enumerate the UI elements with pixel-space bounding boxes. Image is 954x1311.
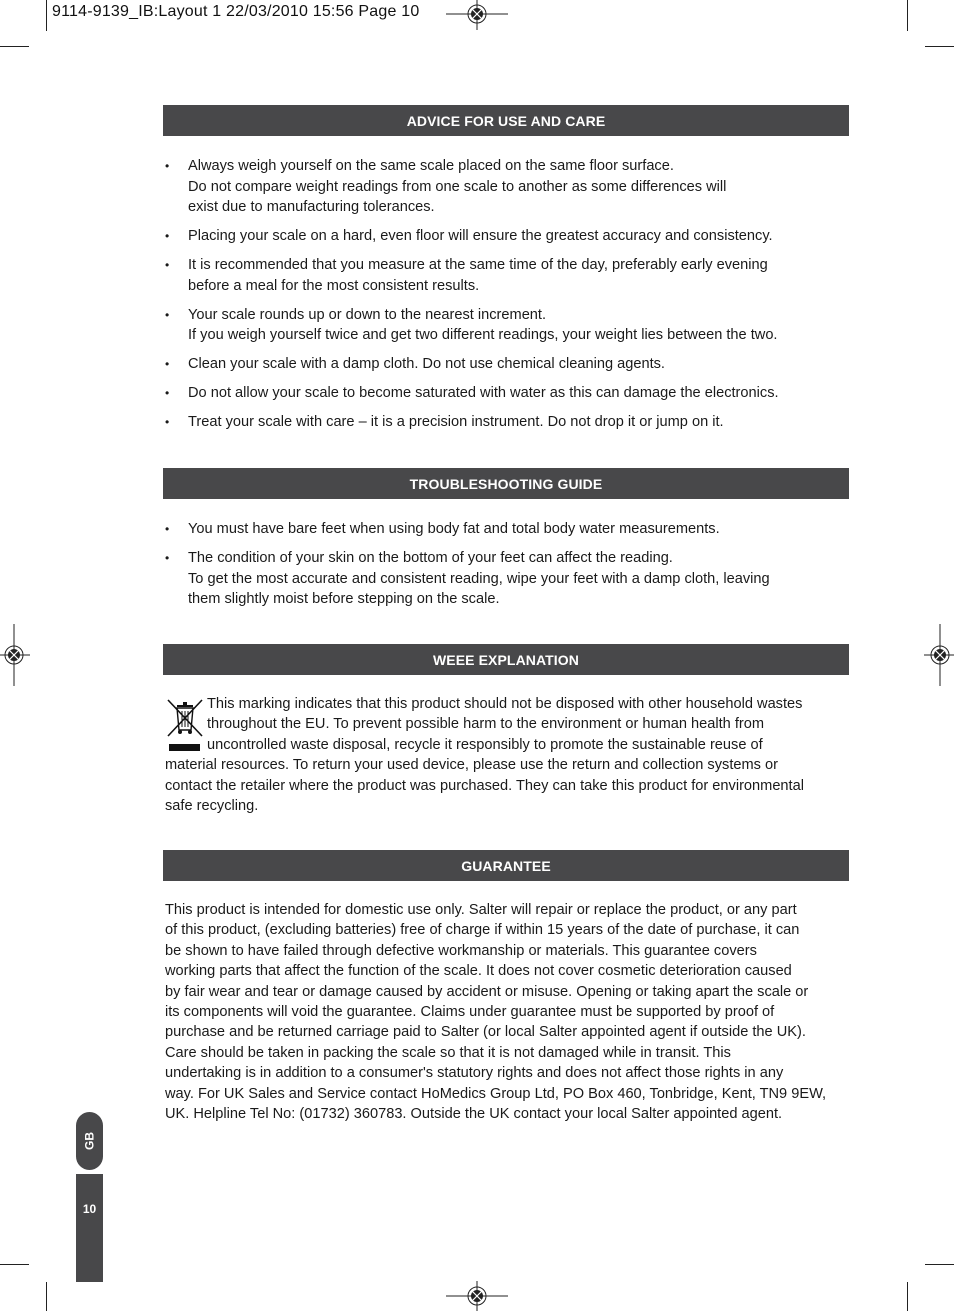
list-item: • Treat your scale with care – it is a precision instrument. Do not drop it or jump on it.: [163, 412, 853, 433]
crop-mark: [0, 46, 29, 47]
registration-mark-icon: [446, 1281, 508, 1311]
section-heading-weee: WEEE EXPLANATION: [163, 644, 849, 675]
list-item: • Always weigh yourself on the same scale placed on the same floor surface. Do not compare weight readings from one scale to another as some differences will exist due to manufacturing tolerances.: [163, 156, 853, 218]
list-item: • The condition of your skin on the bottom of your feet can affect the reading. To get the most accurate and consistent reading, wipe your feet with a damp cloth, leaving them slightly moist before stepping on the scale.: [163, 548, 853, 610]
crossed-out-wheelie-bin-icon: [165, 696, 205, 754]
advice-list: [163, 156, 853, 441]
page-number-tab: [76, 1174, 103, 1282]
section-heading-troubleshooting: TROUBLESHOOTING GUIDE: [163, 468, 849, 499]
guarantee-paragraph: This product is intended for domestic use only. Salter will repair or replace the product, or any part of this product, (excluding batteries) free of charge if within 15 years of the date of purchase, it can be shown to have failed through defective workmanship or materials. This guarantee covers working parts that affect the function of the scale. It does not cover cosmetic deterioration caused by fair wear and tear or damage caused by accident or misuse. Opening or taking apart the scale or its components will void the guarantee. Claims under guarantee must be supported by proof of purchase and be returned carriage paid to Salter (or local Salter appointed agent if outside the UK). Care should be taken in packing the scale so that it is not damaged while in transit. This undertaking is in addition to a consumer's statutory rights and does not affect those rights in any way. For UK Sales and Service contact HoMedics Group Ltd, PO Box 460, Tonbridge, Kent, TN9 9EW, UK. Helpline Tel No: (01732) 360783. Outside the UK contact your local Salter appointed agent.: [165, 902, 827, 1123]
language-tab: [76, 1112, 103, 1170]
list-item: • You must have bare feet when using body fat and total body water measurements.: [163, 519, 853, 540]
list-item: • It is recommended that you measure at the same time of the day, preferably early evening before a meal for the most consistent results.: [163, 255, 853, 296]
section-heading-guarantee: GUARANTEE: [163, 850, 849, 881]
list-item: • Do not allow your scale to become saturated with water as this can damage the electronics.: [163, 383, 853, 404]
registration-mark-icon: [924, 624, 954, 686]
crop-mark: [907, 0, 908, 31]
printer-slug: 9114-9139_IB:Layout 1 22/03/2010 15:56 Page 10: [52, 3, 420, 20]
crop-mark: [46, 1282, 47, 1311]
crop-mark: [46, 0, 47, 31]
side-tab: [76, 1112, 103, 1282]
list-item: • Your scale rounds up or down to the nearest increment. If you weigh yourself twice and get two different readings, your weight lies between the two.: [163, 305, 853, 346]
troubleshooting-list: [163, 519, 853, 618]
registration-mark-icon: [0, 624, 30, 686]
crop-mark: [925, 1264, 954, 1265]
list-item: • Clean your scale with a damp cloth. Do not use chemical cleaning agents.: [163, 354, 853, 375]
language-label: GB: [82, 1132, 97, 1150]
weee-paragraph: This marking indicates that this product should not be disposed with other household wastes throughout the EU. To prevent possible harm to the environment or human health from uncontrolled waste disposal, recycle it responsibly to promote the sustainable reuse of material resources. To return your used device, please use the return and collection systems or contact the retailer where the product was purchased. They can take this product for environmental safe recycling.: [165, 696, 804, 815]
page-number: 10: [82, 1202, 97, 1216]
section-heading-advice: ADVICE FOR USE AND CARE: [163, 105, 849, 136]
crop-mark: [907, 1282, 908, 1311]
list-item: • Placing your scale on a hard, even floor will ensure the greatest accuracy and consistency.: [163, 226, 853, 247]
crop-mark: [925, 46, 954, 47]
crop-mark: [0, 1264, 29, 1265]
registration-mark-icon: [446, 0, 508, 30]
